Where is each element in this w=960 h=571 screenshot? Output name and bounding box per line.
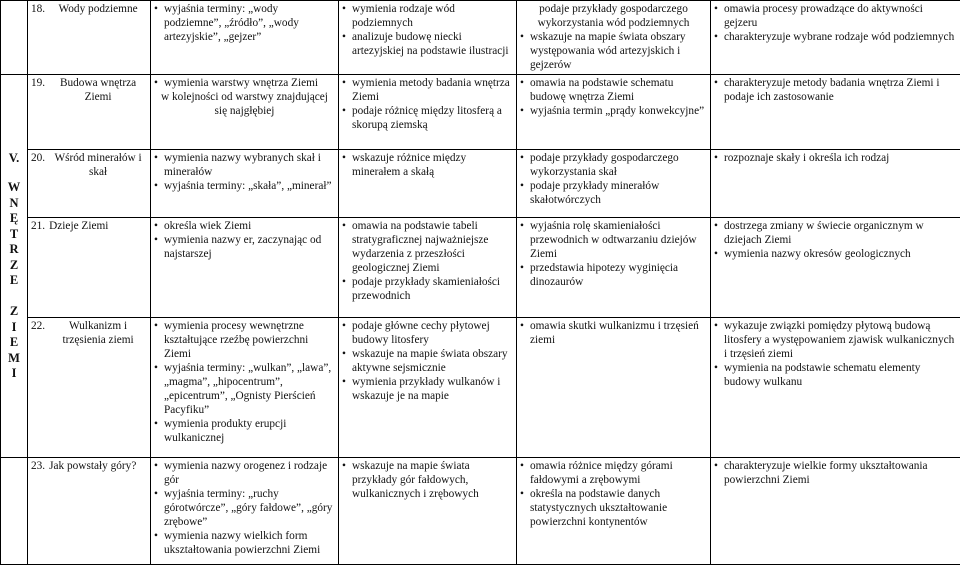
requirement-list <box>714 76 957 104</box>
requirement-item: • wyjaśnia rolę skamieniałości przewodnich w odtwarzaniu dziejów Ziemi <box>520 219 707 261</box>
section-label <box>1 75 28 458</box>
requirement-item: • określa wiek Ziemi <box>154 219 335 233</box>
requirement-list <box>520 219 707 289</box>
requirement-item: • dostrzega zmiany w świecie organicznym w dziejach Ziemi <box>714 219 957 247</box>
requirement-cell <box>339 75 517 150</box>
section-title-letter: E <box>9 335 19 349</box>
section-title-letter: W <box>7 180 21 194</box>
topic-number: 21. <box>31 220 46 232</box>
section-title-letter <box>12 289 15 305</box>
requirement-item: • wskazuje na mapie świata obszary aktywne sejsmicznie <box>342 347 513 375</box>
requirement-list <box>520 319 707 347</box>
requirement-item: • określa na podstawie danych statystycznych ukształtowanie powierzchni kontynentów <box>520 487 707 529</box>
requirement-list <box>154 459 335 557</box>
requirement-item: • wymienia nazwy wielkich form ukształtowania powierzchni Ziemi <box>154 529 335 557</box>
requirement-list <box>714 151 957 165</box>
requirement-list <box>154 219 335 261</box>
requirement-cell <box>711 218 960 318</box>
requirement-cell <box>151 75 339 150</box>
requirement-cell <box>151 150 339 218</box>
requirement-item: • wymienia procesy wewnętrzne kształtujące rzeźbę powierzchni Ziemi <box>154 319 335 361</box>
requirement-list <box>342 2 513 58</box>
topic-title: Wśród minerałów i skał <box>54 152 142 178</box>
requirement-cell <box>151 218 339 318</box>
requirement-item: • wskazuje różnice między minerałem a skałą <box>342 151 513 179</box>
requirement-cell <box>339 458 517 565</box>
requirement-cell <box>711 1 960 75</box>
requirement-item: • wyjaśnia terminy: „skała”, „minerał” <box>154 179 335 193</box>
requirement-item: • rozpoznaje skały i określa ich rodzaj <box>714 151 957 165</box>
requirement-cell <box>517 218 711 318</box>
requirement-item: • omawia procesy prowadzące do aktywności gejzeru <box>714 2 957 30</box>
requirement-item: • podaje przykłady skamieniałości przewodnich <box>342 275 513 303</box>
requirement-list <box>342 459 513 501</box>
requirement-item: • podaje przykłady gospodarczego wykorzystania skał <box>520 151 707 179</box>
requirement-list <box>154 2 335 44</box>
requirement-list <box>714 319 957 389</box>
topic-cell <box>28 458 151 565</box>
section-empty-cell <box>1 458 28 565</box>
requirement-list <box>342 151 513 179</box>
requirement-list <box>520 2 707 72</box>
section-number: V. <box>8 150 20 165</box>
topic-row <box>1 218 960 318</box>
requirement-cell <box>517 75 711 150</box>
requirement-item: • omawia na podstawie tabeli stratygraficznej najważniejsze wydarzenia z przeszłości geologicznej Ziemi <box>342 219 513 275</box>
requirement-list <box>714 2 957 44</box>
topic-cell <box>28 318 151 458</box>
topic-cell <box>28 75 151 150</box>
requirement-cell <box>339 1 517 75</box>
topic-cell <box>28 1 151 75</box>
section-title-letter: E <box>9 273 19 287</box>
requirement-list <box>342 76 513 132</box>
section-title-letter: Z <box>9 304 19 318</box>
section-empty-cell <box>1 1 28 75</box>
requirement-item: • wyjaśnia terminy: „wody podziemne”, „źródło”, „wody artezyjskie”, „gejzer” <box>154 2 335 44</box>
requirement-item: • podaje główne cechy płytowej budowy litosfery <box>342 319 513 347</box>
requirement-item: w kolejności od warstwy znajdującej się najgłębiej <box>161 91 328 117</box>
requirement-item: • analizuje budowę niecki artezyjskiej na podstawie ilustracji <box>342 30 513 58</box>
requirement-item: • wymienia produkty erupcji wulkanicznej <box>154 417 335 445</box>
requirement-list <box>520 76 707 118</box>
topic-row <box>1 75 960 150</box>
requirement-cell <box>517 150 711 218</box>
requirement-item: • wymienia nazwy okresów geologicznych <box>714 247 957 261</box>
requirement-item: • charakteryzuje wielkie formy ukształtowania powierzchni Ziemi <box>714 459 957 487</box>
topic-number: 23. <box>31 460 46 472</box>
topic-row <box>1 1 960 75</box>
requirement-item: • omawia skutki wulkanizmu i trzęsień ziemi <box>520 319 707 347</box>
requirement-item: • wymienia rodzaje wód podziemnych <box>342 2 513 30</box>
requirement-cell <box>711 318 960 458</box>
section-title-letter: I <box>11 319 17 334</box>
section-title-letter: R <box>9 242 19 256</box>
topic-title: Wody podziemne <box>58 3 138 15</box>
requirement-cell <box>151 458 339 565</box>
section-title-letter: M <box>8 350 20 365</box>
requirement-list <box>154 151 335 193</box>
requirement-item: • charakteryzuje metody badania wnętrza Ziemi i podaje ich zastosowanie <box>714 76 957 104</box>
section-title-letter: Ę <box>9 211 19 225</box>
requirement-cell <box>517 458 711 565</box>
requirement-item: • wymienia na podstawie schematu elementy budowy wulkanu <box>714 361 957 389</box>
requirement-list <box>714 219 957 261</box>
requirement-item: • omawia na podstawie schematu budowę wnętrza Ziemi <box>520 76 707 104</box>
topic-title: Budowa wnętrza Ziemi <box>59 77 137 103</box>
requirement-item: podaje przykłady gospodarczego wykorzystania wód podziemnych <box>537 3 690 29</box>
topic-row <box>1 318 960 458</box>
topic-number: 18. <box>31 3 46 15</box>
requirement-item: • wyjaśnia termin „prądy konwekcyjne” <box>520 104 707 118</box>
section-title-letter: N <box>9 195 19 210</box>
requirement-item: • charakteryzuje wybrane rodzaje wód podziemnych <box>714 30 957 44</box>
requirement-cell <box>151 318 339 458</box>
topic-row <box>1 150 960 218</box>
topic-number: 20. <box>31 152 46 164</box>
topic-title: Jak powstały góry? <box>49 460 137 472</box>
requirement-cell <box>339 218 517 318</box>
topic-number: 22. <box>31 320 46 332</box>
requirement-cell <box>711 75 960 150</box>
requirement-cell <box>339 318 517 458</box>
section-title-letter: T <box>9 226 19 241</box>
requirement-item: • przedstawia hipotezy wyginięcia dinozaurów <box>520 261 707 289</box>
requirement-cell <box>517 1 711 75</box>
requirement-item: • podaje przykłady minerałów skałotwórczych <box>520 179 707 207</box>
topic-cell <box>28 150 151 218</box>
topic-title: Dzieje Ziemi <box>49 220 109 232</box>
requirement-item: • wymienia warstwy wnętrza Ziemi <box>154 76 335 90</box>
requirement-list <box>714 459 957 487</box>
requirement-list <box>154 319 335 445</box>
topic-number: 19. <box>31 77 46 89</box>
requirement-item: • wymienia nazwy wybranych skał i minerałów <box>154 151 335 179</box>
requirement-item: • wymienia nazwy er, zaczynając od najstarszej <box>154 233 335 261</box>
requirement-item: • wymienia metody badania wnętrza Ziemi <box>342 76 513 104</box>
topic-title: Wulkanizm i trzęsienia ziemi <box>62 320 134 346</box>
requirement-list <box>520 459 707 529</box>
requirement-list <box>342 319 513 403</box>
section-title-letter: I <box>11 366 17 380</box>
requirement-cell <box>711 458 960 565</box>
topic-row <box>1 458 960 565</box>
requirement-item: • wskazuje na mapie świata przykłady gór fałdowych, wulkanicznych i zrębowych <box>342 459 513 501</box>
requirement-item: • wyjaśnia terminy: „wulkan”, „lawa”, „magma”, „hipocentrum”, „epicentrum”, „Ognisty Pierścień Pacyfiku” <box>154 361 335 417</box>
requirement-cell <box>517 318 711 458</box>
requirement-list <box>520 151 707 207</box>
requirement-item: • omawia różnice między górami fałdowymi a zrębowymi <box>520 459 707 487</box>
requirement-item: • wymienia przykłady wulkanów i wskazuje je na mapie <box>342 375 513 403</box>
requirement-cell <box>339 150 517 218</box>
requirement-cell <box>151 1 339 75</box>
requirement-item: • podaje różnicę między litosferą a skorupą ziemską <box>342 104 513 132</box>
requirement-cell <box>711 150 960 218</box>
requirement-list <box>154 76 335 118</box>
requirement-list <box>342 219 513 303</box>
requirement-item: • wykazuje związki pomiędzy płytową budową litosfery a występowaniem zjawisk wulkanicznych i trzęsień ziemi <box>714 319 957 361</box>
topic-cell <box>28 218 151 318</box>
requirement-item: • wyjaśnia terminy: „ruchy górotwórcze”, „góry fałdowe”, „góry zrębowe” <box>154 487 335 529</box>
section-title-letter: Z <box>9 257 19 272</box>
requirement-item: • wskazuje na mapie świata obszary występowania wód artezyjskich i gejzerów <box>520 30 707 72</box>
requirement-item: • wymienia nazwy orogenez i rodzaje gór <box>154 459 335 487</box>
